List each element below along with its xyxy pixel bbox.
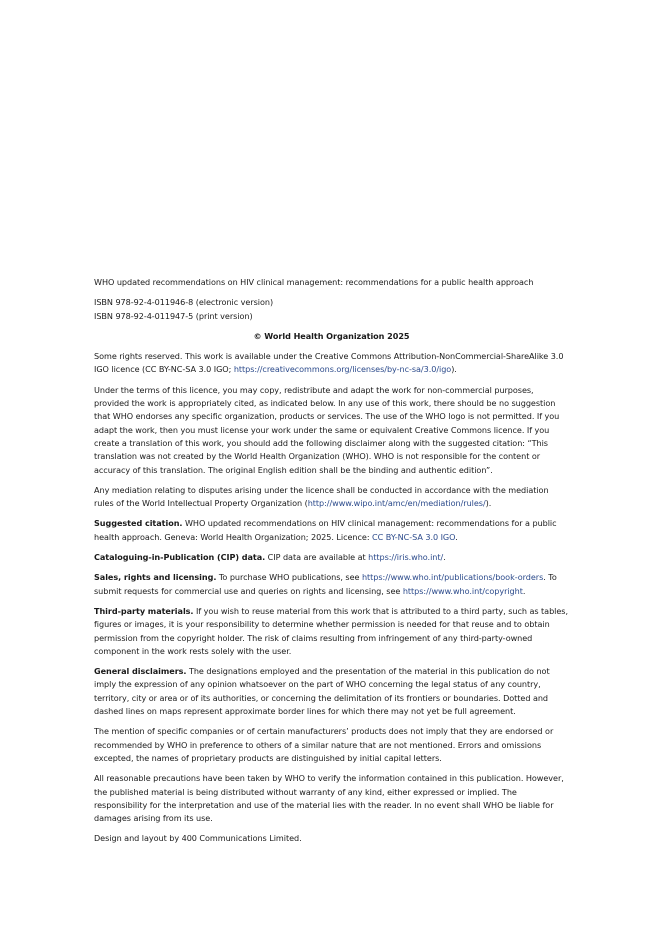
precautions-paragraph: All reasonable precautions have been taken by WHO to verify the information contained in this publication. However, the published material is being distributed without warranty of any kind, either expressed or implied. The responsibility for the interpretation and use of the material lies with the reader. In no event shall WHO be liable for damages arising from its use. [94, 773, 564, 824]
isbn-print: ISBN 978-92-4-011947-5 (print version) [94, 310, 253, 321]
third-party-label: Third-party materials. [94, 605, 194, 616]
mediation-text: Any mediation relating to disputes arising under the licence shall be conducted in accordance with the mediation rules of the World Intellectual Property Organization ( [94, 484, 549, 509]
cip-end: . [443, 552, 446, 563]
copyright-page-content [94, 276, 569, 853]
disclaimers-paragraph [94, 665, 569, 718]
creative-commons-link[interactable]: https://creativecommons.org/licenses/by-nc-sa/3.0/igo [233, 364, 452, 375]
cip-text: CIP data are available at [265, 552, 369, 563]
citation-paragraph [94, 517, 569, 544]
design-credit: Design and layout by 400 Communications Limited. [94, 833, 302, 844]
cip-label: Cataloguing-in-Publication (CIP) data. [94, 552, 266, 563]
rights-paragraph [94, 350, 569, 377]
mention-paragraph: The mention of specific companies or of certain manufacturers’ products does not imply that they are endorsed or recommended by WHO in preference to others of a similar nature that are not mentioned. Errors and omissions excepted, the names of proprietary products are distinguished by initial capital letters. [94, 726, 554, 763]
copyright-link[interactable]: https://www.who.int/copyright [402, 585, 523, 596]
disclaimers-text: The designations employed and the presentation of the material in this publication do not imply the expression of any opinion whatsoever on the part of WHO concerning the legal status of any country, territory, city or area or of its authorities, or concerning the delimitation of its frontiers or boundaries. Dotted and dashed lines on maps represent approximate border lines for which there may not yet be full agreement. [94, 666, 550, 717]
book-orders-link[interactable]: https://www.who.int/publications/book-orders [361, 572, 544, 583]
third-party-paragraph [94, 605, 569, 658]
sales-text-1: To purchase WHO publications, see [216, 572, 362, 583]
sales-text-2: . To submit requests for commercial use and queries on rights and licensing, see [94, 572, 557, 596]
rights-end: ). [451, 364, 457, 375]
citation-label: Suggested citation. [94, 518, 183, 529]
disclaimers-label: General disclaimers. [94, 666, 187, 677]
isbn-block [94, 296, 569, 323]
licence-link[interactable]: CC BY-NC-SA 3.0 IGO [372, 531, 456, 542]
publication-title: WHO updated recommendations on HIV clinical management: recommendations for a public health approach [94, 277, 534, 287]
cip-paragraph [94, 551, 569, 564]
sales-label: Sales, rights and licensing. [94, 572, 217, 583]
citation-text: WHO updated recommendations on HIV clinical management: recommendations for a public health approach. Geneva: World Health Organization; 2025. Licence: [94, 518, 557, 542]
rights-text: Some rights reserved. This work is available under the Creative Commons Attribution-NonCommercial-ShareAlike 3.0 IGO licence (CC BY-NC-SA 3.0 IGO; [94, 351, 564, 375]
mediation-end: ). [485, 498, 492, 509]
third-party-text: If you wish to reuse material from this work that is attributed to a third party, such as tables, figures or images, it is your responsibility to determine whether permission is needed for that reuse and to obtain permission from the copyright holder. The risk of claims resulting from infringement of any third-party-owned component in the work rests solely with the user. [94, 605, 568, 656]
copyright-notice: © World Health Organization 2025 [253, 330, 410, 341]
mediation-paragraph [94, 484, 569, 511]
isbn-electronic: ISBN 978-92-4-011946-8 (electronic version) [94, 297, 274, 308]
licence-terms-paragraph: Under the terms of this licence, you may copy, redistribute and adapt the work for non-commercial purposes, provided the work is appropriately cited, as indicated below. In any use of this work, there should be no suggestion that WHO endorses any specific organization, products or services. The use of the WHO logo is not permitted. If you adapt the work, then you must license your work under the same or equivalent Creative Commons licence. If you create a translation of this work, you should add the following disclaimer along with the suggested citation: “This translation was not created by the World Health Organization (WHO). WHO is not responsible for the content or accuracy of this translation. The original English edition shall be the binding and authentic edition”. [94, 384, 560, 475]
iris-link[interactable]: https://iris.who.int/ [368, 552, 444, 563]
wipo-mediation-link[interactable]: http://www.wipo.int/amc/en/mediation/rules/ [307, 498, 486, 509]
sales-paragraph [94, 571, 569, 598]
citation-end: . [455, 531, 458, 542]
sales-end: . [522, 585, 526, 596]
